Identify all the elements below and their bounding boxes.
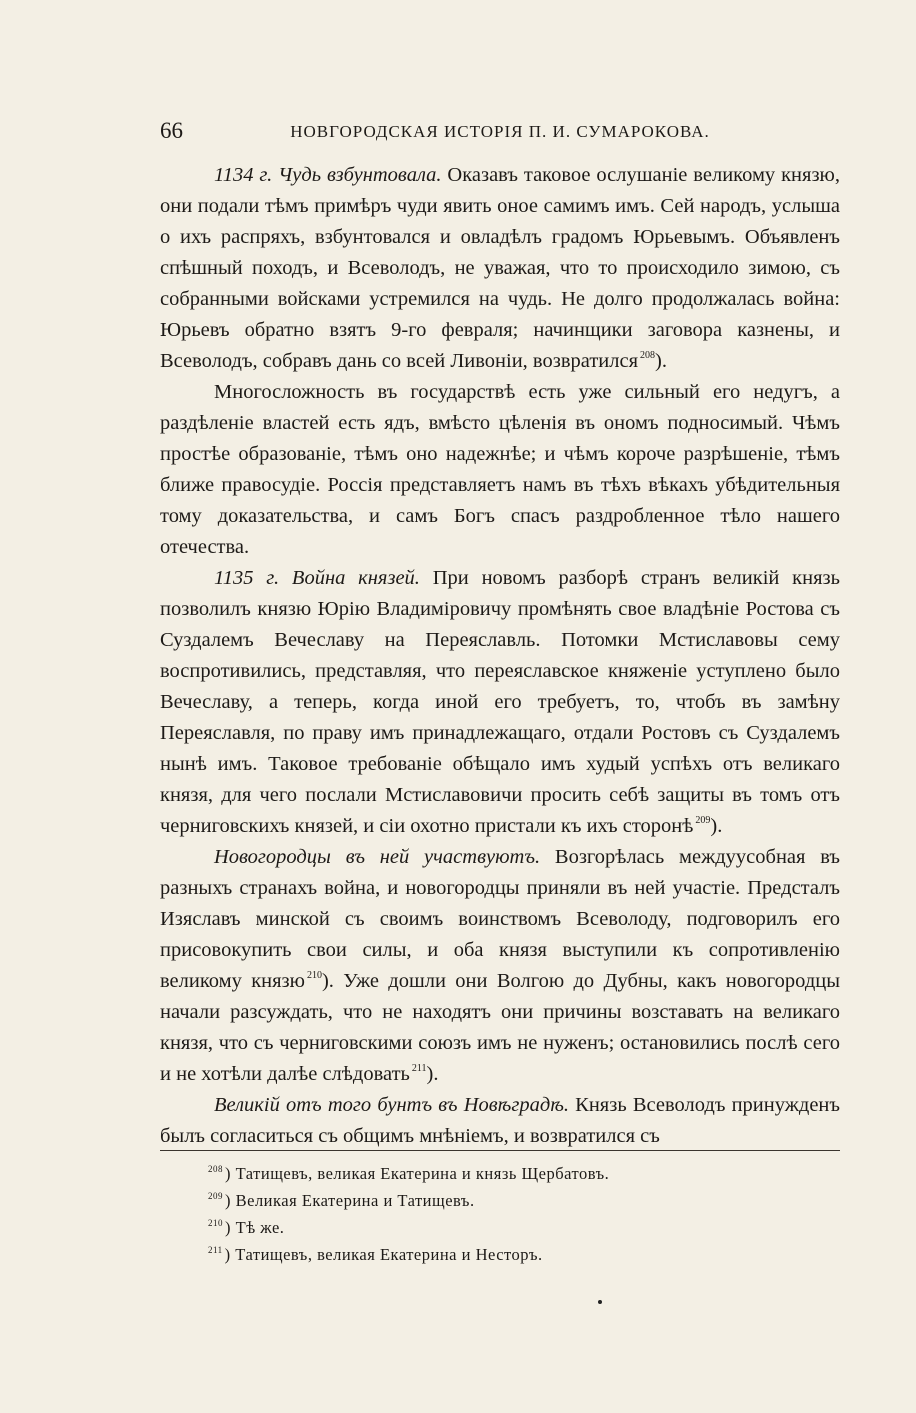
main-text — [160, 160, 840, 1152]
footnote — [208, 1214, 840, 1241]
footnote-number: 211 — [208, 1245, 223, 1255]
paragraph — [160, 160, 840, 377]
paragraph-tail: ). Уже дошли они Волгою до Дубны, какъ новогородцы начали разсуждать, что не находятъ они причины возставать на великаго князя, что съ черниговскими союзъ имъ не нуженъ; остановились послѣ сего и не хотѣли далѣе слѣдовать — [160, 970, 840, 1085]
footnote-text: ) Тѣ же. — [225, 1218, 285, 1237]
footnote-text: ) Татищевъ, великая Екатерина и князь Щербатовъ. — [225, 1164, 610, 1183]
paragraph-tail: ). — [710, 815, 723, 837]
paragraph-text: Многосложность въ государствѣ есть уже сильный его недугъ, а раздѣленіе властей есть ядъ, вмѣсто цѣленія въ ономъ подносимый. Чѣмъ простѣе образованіе, тѣмъ оно надежнѣе; и чѣмъ короче разрѣшеніе, тѣмъ ближе правосудіе. Россія представляетъ намъ въ тѣхъ вѣкахъ убѣдительныя тому доказательства, и самъ Богъ спасъ раздробленное тѣло нашего отечества. — [160, 381, 840, 558]
ink-speck — [598, 1300, 602, 1304]
footnote-ref: 211 — [411, 1063, 427, 1074]
side-heading: 1134 г. Чудь взбунтовала. — [214, 164, 442, 186]
footnote-ref: 210 — [306, 970, 322, 981]
paragraph — [160, 563, 840, 842]
footnote-text: ) Великая Екатерина и Татищевъ. — [225, 1191, 475, 1210]
paragraph-tail: ). — [655, 350, 667, 372]
footnote-ref: 208 — [640, 350, 656, 361]
page-header — [160, 118, 840, 148]
paragraph — [160, 1090, 840, 1152]
running-head: НОВГОРОДСКАЯ ИСТОРІЯ П. И. СУМАРОКОВА. — [290, 122, 710, 141]
paragraph-text: Возгорѣлась междуусобная въ разныхъ странахъ война, и новогородцы приняли въ ней участіе. Предсталъ Изяславъ минской съ своимъ воинствомъ Всеволоду, подговорилъ его присовокупить свои силы, и оба князя выступили къ сопротивленію великому князю — [160, 846, 840, 992]
footnote-divider — [160, 1150, 840, 1151]
paragraph — [160, 842, 840, 1090]
side-heading: Новогородцы въ ней участвуютъ. — [214, 846, 541, 868]
footnote-number: 209 — [208, 1191, 223, 1201]
paragraph-text: Оказавъ таковое ослушаніе великому князю, они подали тѣмъ примѣръ чуди явить оное самимъ имъ. Сей народъ, услыша о ихъ распряхъ, взбунтовался и овладѣлъ градомъ Юрьевымъ. Объявленъ спѣшный походъ, и Всеволодъ, не уважая, что то происходило зимою, съ собранными войсками устремился на чудь. Не долго продолжалась война: Юрьевъ обратно взятъ 9-го февраля; начинщики заговора казнены, и Всеволодъ, собравъ дань со всей Ливоніи, возвратился — [160, 164, 840, 372]
footnote-ref: 209 — [695, 815, 711, 826]
paragraph — [160, 377, 840, 563]
page-number: 66 — [160, 118, 183, 143]
paragraph-tail: ). — [426, 1063, 439, 1085]
paragraph-text: Князь Всеволодъ принужденъ былъ согласиться съ общимъ мнѣніемъ, и возвратился съ — [160, 1094, 840, 1147]
side-heading: Великій отъ того бунтъ въ Новѣградѣ. — [214, 1094, 569, 1116]
paragraph-text: При новомъ разборѣ странъ великій князь позволилъ князю Юрію Владиміровичу промѣнять свое владѣніе Ростова съ Суздалемъ Вечеславу на Переяславль. Потомки Мстиславовы сему воспротивились, представляя, что переяславское княженіе уступлено было Вечеславу, а теперь, когда иной его требуетъ, то, чтобъ въ замѣну Переяславля, по праву имъ принадлежащаго, отдали Ростовъ съ Суздалемъ нынѣ имъ. Таковое требованіе обѣщало имъ худый успѣхъ отъ великаго князя, для чего послали Мстиславовичи просить себѣ защиты въ томъ отъ черниговскихъ князей, и сіи охотно пристали къ ихъ сторонѣ — [160, 567, 840, 837]
side-heading: 1135 г. Война князей. — [214, 567, 420, 589]
footnotes — [208, 1160, 840, 1268]
footnote — [208, 1160, 840, 1187]
footnote-number: 208 — [208, 1164, 223, 1174]
footnote — [208, 1187, 840, 1214]
footnote — [208, 1241, 840, 1268]
footnote-number: 210 — [208, 1218, 223, 1228]
footnote-text: ) Татищевъ, великая Екатерина и Несторъ. — [224, 1245, 543, 1264]
